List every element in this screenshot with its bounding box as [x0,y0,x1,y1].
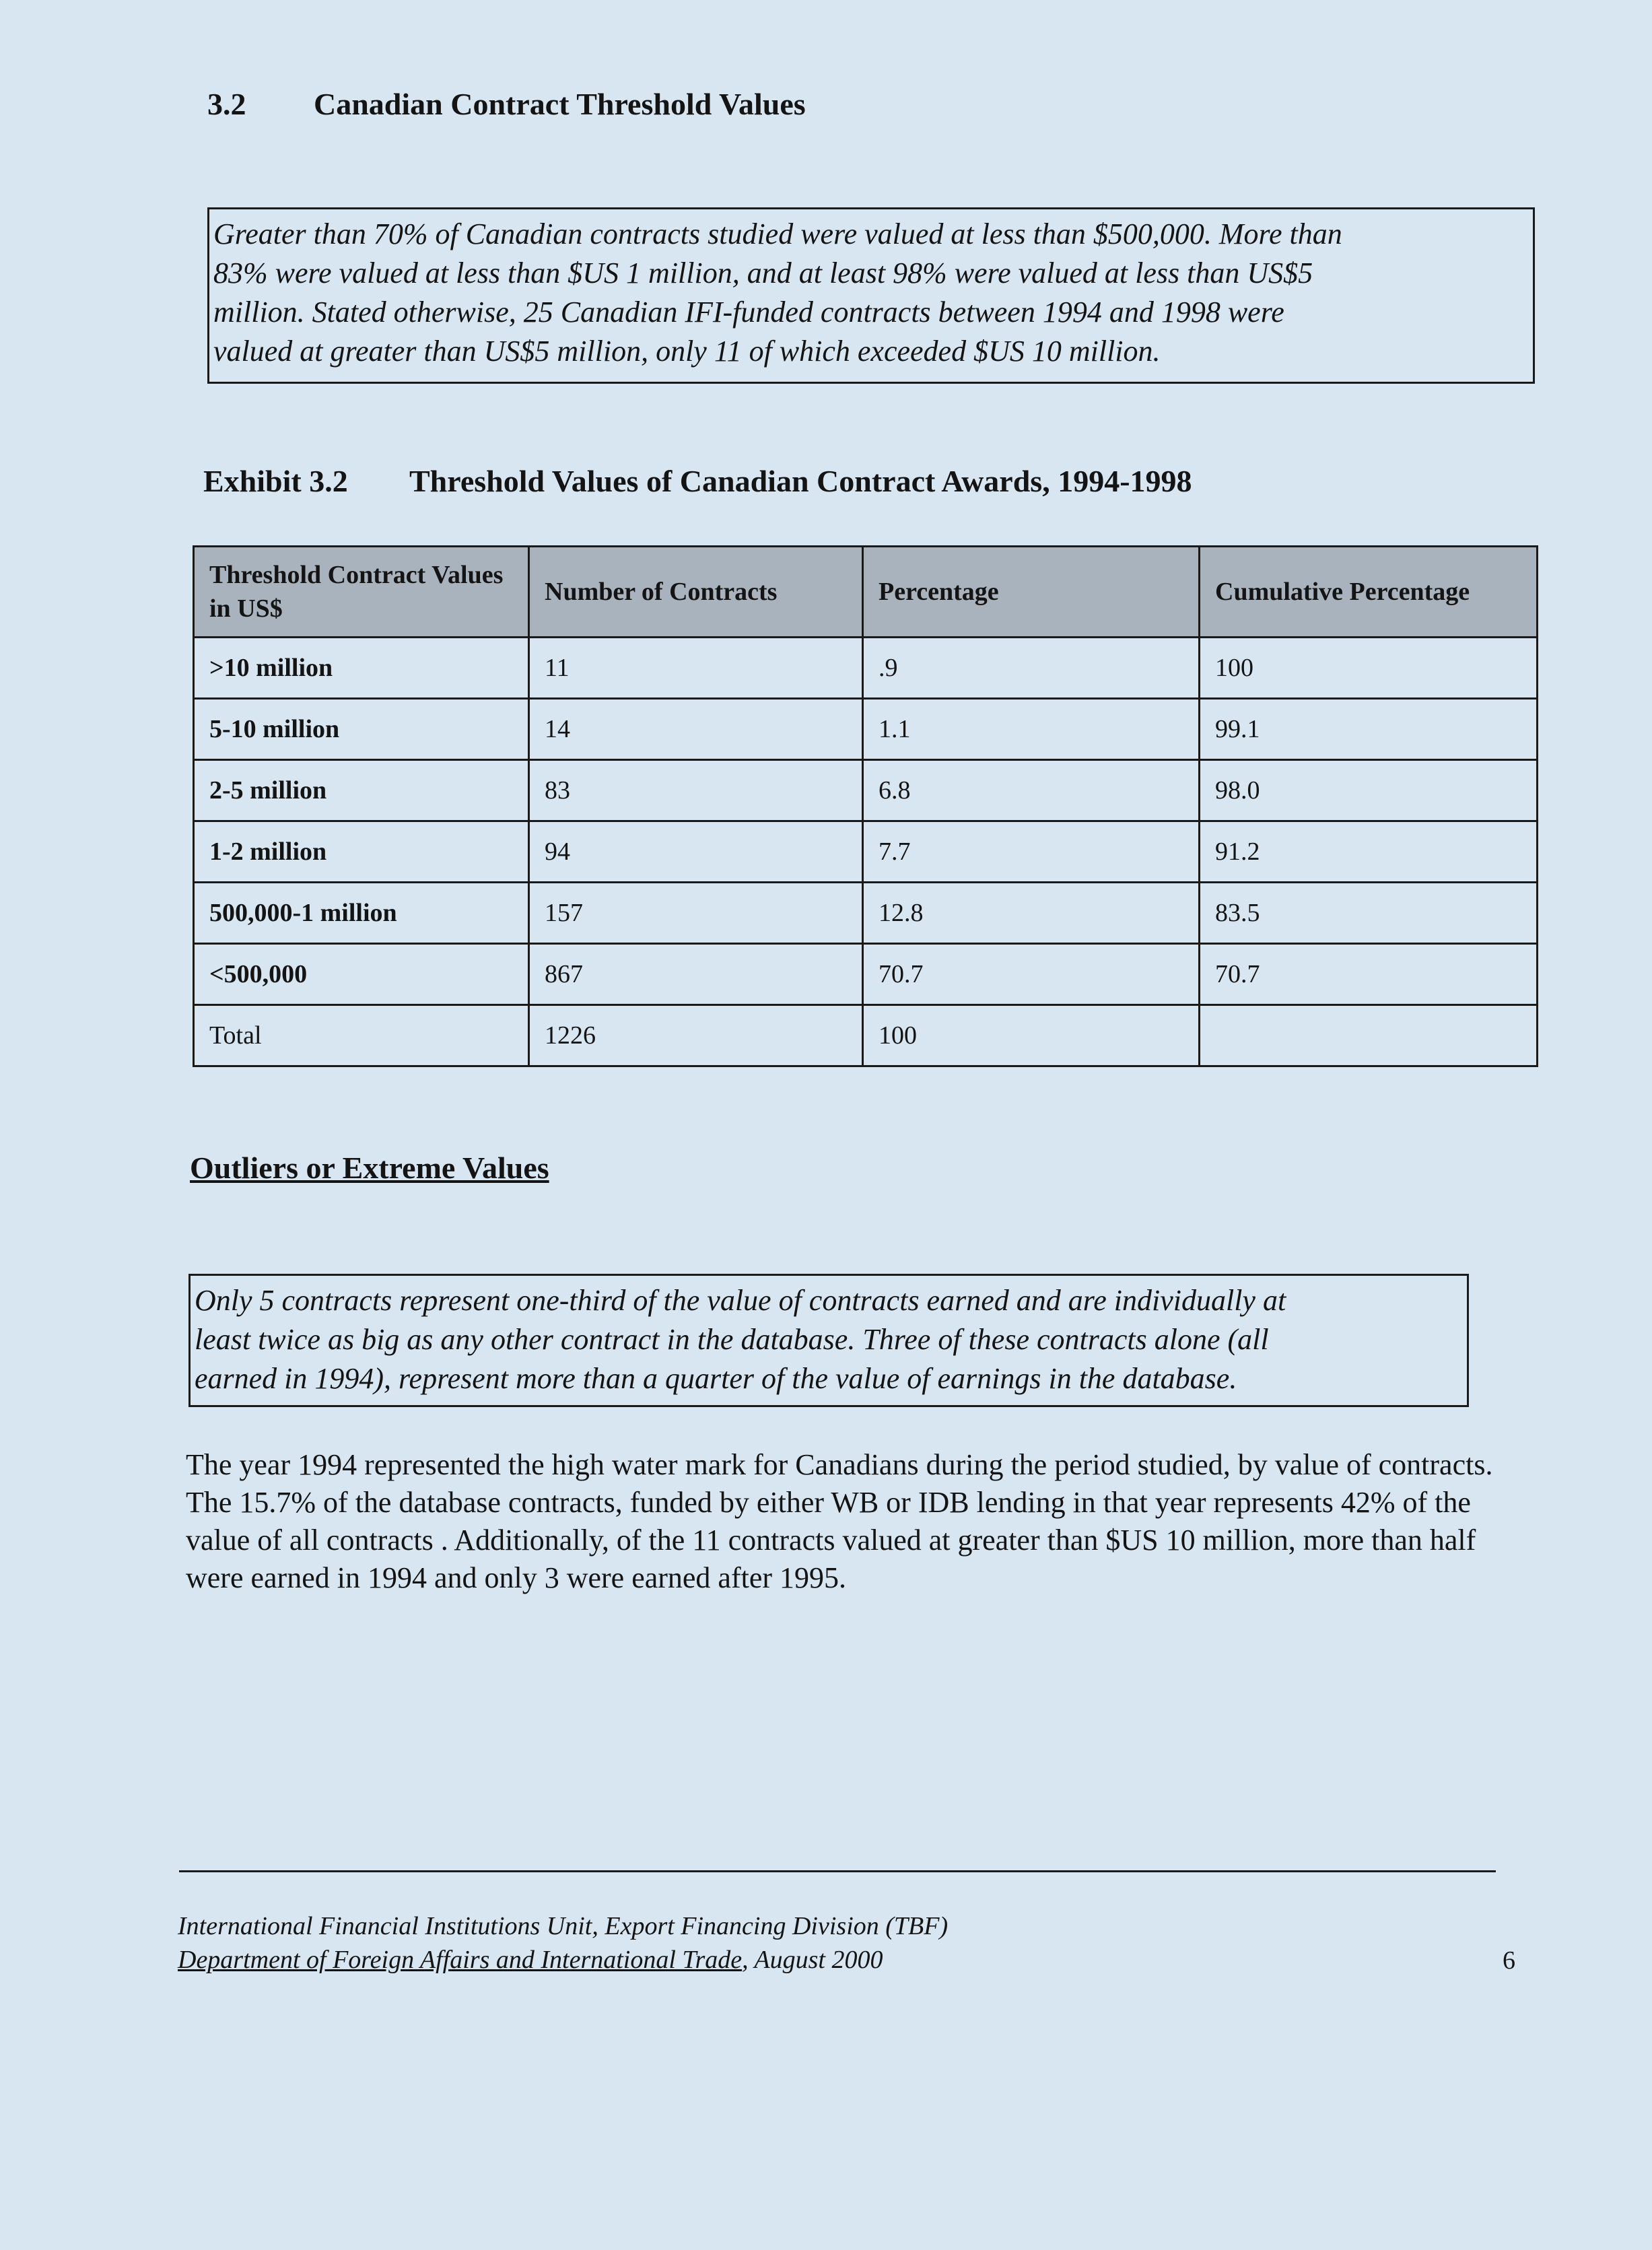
table-total-row [194,1005,1538,1066]
outliers-heading: Outliers or Extreme Values [190,1151,549,1185]
column-header-percentage: Percentage [863,547,1200,638]
callout-line: Greater than 70% of Canadian contracts studied were valued at less than $500,000. More than [213,217,1342,250]
cumulative-cell: 100 [1200,638,1538,699]
section-number: 3.2 [207,87,246,121]
percentage-cell: 1.1 [863,699,1200,760]
callout-line: Only 5 contracts represent one-third of the value of contracts earned and are individually at [195,1284,1286,1317]
body-paragraph: The year 1994 represented the high water mark for Canadians during the period studied, by value of contracts. The 15.7% of the database contracts, funded by either WB or IDB lending in that year represents 42% of the value of all contracts . Additionally, of the 11 contracts valued at greater than $US 10 million, more than half were earned in 1994 and only 3 were earned after 1995. [186,1448,1493,1594]
percentage-cell: 70.7 [863,944,1200,1005]
threshold-cell: 1-2 million [194,821,529,883]
outliers-callout-box [188,1274,1469,1407]
callout-line: million. Stated otherwise, 25 Canadian IFI-funded contracts between 1994 and 1998 were [213,296,1284,329]
percentage-cell: .9 [863,638,1200,699]
percentage-cell: 6.8 [863,760,1200,821]
footer-divider [179,1870,1496,1872]
number-cell: 94 [529,821,863,883]
column-header-cumulative: Cumulative Percentage [1200,547,1538,638]
number-cell: 14 [529,699,863,760]
threshold-cell: 500,000-1 million [194,883,529,944]
cumulative-cell: 70.7 [1200,944,1538,1005]
footer [178,1909,948,1977]
page-number: 6 [1503,1946,1515,1975]
column-header-number: Number of Contracts [529,547,863,638]
table-row [194,760,1538,821]
callout-line: earned in 1994), represent more than a quarter of the value of earnings in the database. [195,1362,1237,1395]
footer-line-unit: International Financial Institutions Unit, Export Financing Division (TBF) [178,1912,949,1940]
cumulative-cell: 99.1 [1200,699,1538,760]
threshold-cell: 5-10 million [194,699,529,760]
percentage-cell: 12.8 [863,883,1200,944]
number-cell: 867 [529,944,863,1005]
exhibit-caption: Threshold Values of Canadian Contract Awards, 1994-1998 [409,464,1192,498]
exhibit-title [203,463,1192,499]
table-row [194,821,1538,883]
threshold-cell: >10 million [194,638,529,699]
footer-department-name: Department of Foreign Affairs and International Trade [178,1946,743,1974]
number-cell: 11 [529,638,863,699]
table-row [194,638,1538,699]
table-row [194,944,1538,1005]
exhibit-label: Exhibit 3.2 [203,464,348,498]
table-header-row [194,547,1538,638]
number-cell: 1226 [529,1005,863,1066]
footer-line-department [178,1943,948,1977]
table-row [194,883,1538,944]
threshold-cell: Total [194,1005,529,1066]
cumulative-cell [1200,1005,1538,1066]
section-title: Canadian Contract Threshold Values [314,87,806,121]
number-cell: 157 [529,883,863,944]
table-row [194,699,1538,760]
threshold-values-table [193,545,1538,1067]
cumulative-cell: 91.2 [1200,821,1538,883]
percentage-cell: 100 [863,1005,1200,1066]
cumulative-cell: 98.0 [1200,760,1538,821]
summary-callout-box [207,207,1535,384]
section-heading [207,86,806,122]
column-header-threshold: Threshold Contract Values in US$ [194,547,529,638]
threshold-cell: <500,000 [194,944,529,1005]
callout-line: valued at greater than US$5 million, only 11 of which exceeded $US 10 million. [213,335,1161,368]
cumulative-cell: 83.5 [1200,883,1538,944]
callout-line: least twice as big as any other contract in the database. Three of these contracts alone (all [195,1323,1269,1356]
callout-line: 83% were valued at less than $US 1 million, and at least 98% were valued at less than US$5 [213,257,1313,289]
threshold-cell: 2-5 million [194,760,529,821]
number-cell: 83 [529,760,863,821]
footer-date: , August 2000 [742,1946,883,1974]
percentage-cell: 7.7 [863,821,1200,883]
